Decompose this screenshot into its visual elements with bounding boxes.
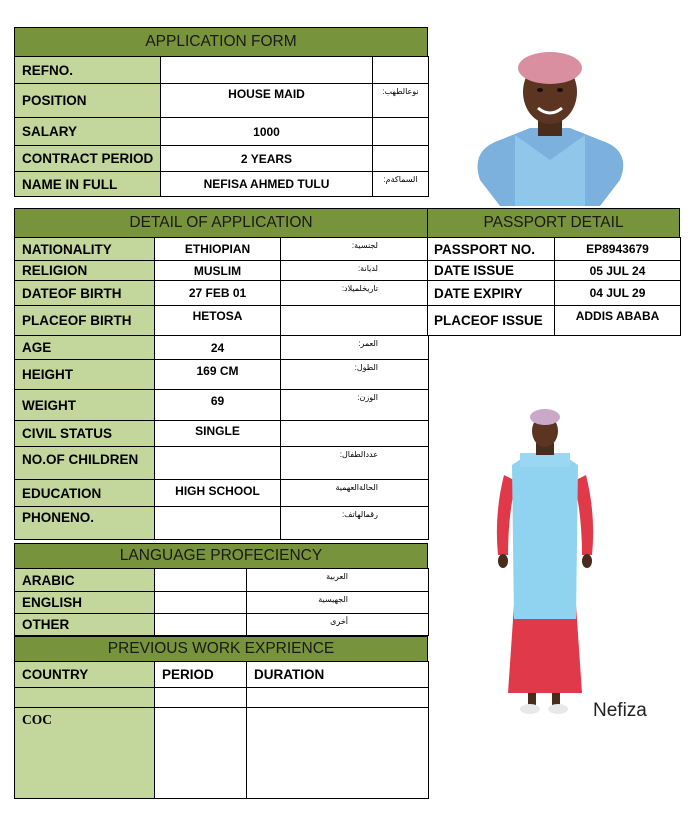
age-value: 24 — [155, 336, 281, 360]
row-age — [15, 336, 429, 360]
dob-value: 27 FEB 01 — [155, 281, 281, 306]
salary-arabic — [373, 118, 429, 146]
row-lang-other — [15, 614, 429, 636]
row-dob — [15, 281, 429, 306]
row-religion — [15, 261, 429, 281]
education-arabic: الحالةالعهمية — [281, 480, 429, 507]
contract-arabic — [373, 146, 429, 172]
row-nationality — [15, 238, 429, 261]
refno-value — [161, 57, 373, 84]
nationality-value: ETHIOPIAN — [155, 238, 281, 261]
height-label: HEIGHT — [15, 360, 155, 390]
work-blank-row — [15, 688, 429, 708]
work-coc-period — [155, 708, 247, 799]
salary-value: 1000 — [161, 118, 373, 146]
lang-arabic-label: ARABIC — [15, 569, 155, 592]
lang-other-label: OTHER — [15, 614, 155, 636]
position-label: POSITION — [15, 84, 161, 118]
work-coc-label: COC — [15, 708, 155, 799]
name-label: NAME IN FULL — [15, 172, 161, 197]
language-title: LANGUAGE PROFECIENCY — [119, 547, 323, 564]
lang-other-arabic: أخرى — [247, 614, 429, 636]
work-table — [14, 661, 429, 799]
education-label: EDUCATION — [15, 480, 155, 507]
lang-english-label: ENGLISH — [15, 592, 155, 614]
place-issue-label: PLACEOF ISSUE — [428, 306, 555, 336]
work-coc-duration — [247, 708, 429, 799]
row-name — [15, 172, 429, 197]
lang-english-arabic: الجهيسية — [247, 592, 429, 614]
children-value — [155, 447, 281, 480]
height-arabic: :الطول — [281, 360, 429, 390]
age-label: AGE — [15, 336, 155, 360]
refno-label: REFNO. — [15, 57, 161, 84]
dob-arabic: :تاريخلميلاد — [281, 281, 429, 306]
work-blank-period — [155, 688, 247, 708]
work-title: PREVIOUS WORK EXPRIENCE — [107, 640, 335, 657]
row-pob — [15, 306, 429, 336]
date-issue-value: 05 JUL 24 — [555, 261, 681, 281]
passport-no-label: PASSPORT NO. — [428, 238, 555, 261]
language-header — [14, 543, 428, 569]
religion-arabic: :لديانة — [281, 261, 429, 281]
age-arabic: :العمر — [281, 336, 429, 360]
place-issue-value: ADDIS ABABA — [555, 306, 681, 336]
civil-value: SINGLE — [155, 421, 281, 447]
row-contract — [15, 146, 429, 172]
language-table — [14, 568, 429, 636]
date-issue-label: DATE ISSUE — [428, 261, 555, 281]
pob-label: PLACEOF BIRTH — [15, 306, 155, 336]
refno-arabic — [373, 57, 429, 84]
row-weight — [15, 390, 429, 421]
name-value: NEFISA AHMED TULU — [161, 172, 373, 197]
detail-header — [14, 208, 428, 238]
dob-label: DATEOF BIRTH — [15, 281, 155, 306]
work-period-header: PERIOD — [155, 662, 247, 688]
detail-title: DETAIL OF APPLICATION — [129, 214, 313, 231]
phone-value — [155, 507, 281, 540]
lang-english-value — [155, 592, 247, 614]
passport-header — [427, 208, 680, 238]
work-coc-row — [15, 708, 429, 799]
contract-value: 2 YEARS — [161, 146, 373, 172]
nationality-label: NATIONALITY — [15, 238, 155, 261]
passport-no-value: EP8943679 — [555, 238, 681, 261]
work-header-row — [15, 662, 429, 688]
passport-title: PASSPORT DETAIL — [483, 214, 624, 231]
contract-label: CONTRACT PERIOD — [15, 146, 161, 172]
position-value: HOUSE MAID — [161, 84, 373, 118]
salary-label: SALARY — [15, 118, 161, 146]
row-passport-no — [428, 238, 681, 261]
pob-value: HETOSA — [155, 306, 281, 336]
phone-arabic: :رقمالهاتف — [281, 507, 429, 540]
row-date-expiry — [428, 281, 681, 306]
religion-value: MUSLIM — [155, 261, 281, 281]
row-lang-english — [15, 592, 429, 614]
lang-arabic-arabic: العربية — [247, 569, 429, 592]
row-height — [15, 360, 429, 390]
row-place-issue — [428, 306, 681, 336]
children-label: NO.OF CHILDREN — [15, 447, 155, 480]
work-blank-country — [15, 688, 155, 708]
passport-table — [427, 237, 681, 336]
pob-arabic — [281, 306, 429, 336]
lang-arabic-value — [155, 569, 247, 592]
applicant-full-body-photo — [490, 405, 600, 717]
work-blank-duration — [247, 688, 429, 708]
application-form-title: APPLICATION FORM — [145, 33, 297, 50]
weight-value: 69 — [155, 390, 281, 421]
row-children — [15, 447, 429, 480]
row-salary — [15, 118, 429, 146]
weight-label: WEIGHT — [15, 390, 155, 421]
civil-arabic — [281, 421, 429, 447]
date-expiry-label: DATE EXPIRY — [428, 281, 555, 306]
name-arabic: :السماكةم — [373, 172, 429, 197]
row-lang-arabic — [15, 569, 429, 592]
height-value: 169 CM — [155, 360, 281, 390]
application-form-header — [14, 27, 428, 57]
application-form-table — [14, 56, 429, 197]
work-country-header: COUNTRY — [15, 662, 155, 688]
date-expiry-value: 04 JUL 29 — [555, 281, 681, 306]
nationality-arabic: :لجنسية — [281, 238, 429, 261]
lang-other-value — [155, 614, 247, 636]
education-value: HIGH SCHOOL — [155, 480, 281, 507]
photo-caption: Nefiza — [593, 700, 647, 721]
row-phone — [15, 507, 429, 540]
children-arabic: :عددالطفال — [281, 447, 429, 480]
weight-arabic: :الوزن — [281, 390, 429, 421]
position-arabic: :نوعالطهب — [373, 84, 429, 118]
religion-label: RELIGION — [15, 261, 155, 281]
row-education — [15, 480, 429, 507]
applicant-portrait-photo — [460, 30, 640, 206]
work-duration-header: DURATION — [247, 662, 429, 688]
civil-label: CIVIL STATUS — [15, 421, 155, 447]
row-refno — [15, 57, 429, 84]
row-position — [15, 84, 429, 118]
row-civil — [15, 421, 429, 447]
phone-label: PHONENO. — [15, 507, 155, 540]
work-header — [14, 636, 428, 662]
row-date-issue — [428, 261, 681, 281]
detail-table — [14, 237, 429, 540]
